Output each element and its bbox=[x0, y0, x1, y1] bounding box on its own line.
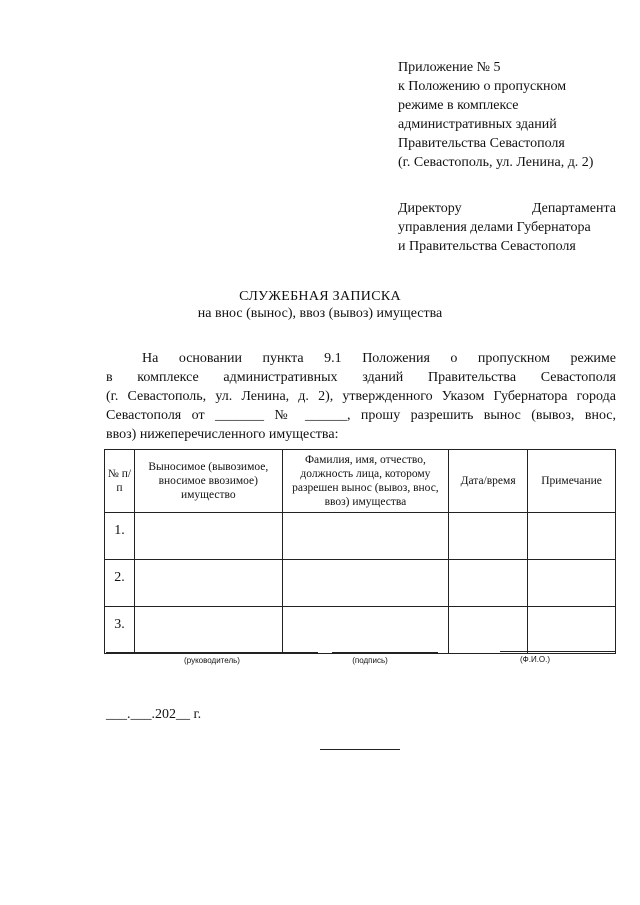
addressee-line: управления делами Губернатора bbox=[398, 220, 591, 235]
header-note: Примечание bbox=[528, 450, 616, 513]
row-number: 1. bbox=[105, 513, 135, 560]
memo-title: СЛУЖЕБНАЯ ЗАПИСКА bbox=[239, 289, 401, 304]
body-line: в комплексе административных зданий Правительства Севастополя bbox=[106, 370, 616, 385]
note-cell[interactable] bbox=[528, 513, 616, 560]
memo-body bbox=[106, 349, 616, 444]
person-cell[interactable] bbox=[282, 607, 449, 654]
row-number: 2. bbox=[105, 560, 135, 607]
appendix-line: административных зданий bbox=[398, 117, 557, 132]
body-line: Севастополя от _______ № ______, прошу разрешить вынос (вывоз, внос, bbox=[106, 408, 616, 423]
appendix-block bbox=[398, 58, 620, 172]
closing-line bbox=[320, 749, 400, 750]
appendix-line: Правительства Севастополя bbox=[398, 136, 565, 151]
signature-line[interactable] bbox=[332, 652, 438, 653]
header-number: № п/п bbox=[105, 450, 135, 513]
head-label: (руководитель) bbox=[184, 656, 240, 665]
table-header-row bbox=[105, 450, 616, 513]
appendix-line: режиме в комплексе bbox=[398, 98, 519, 113]
person-cell[interactable] bbox=[282, 513, 449, 560]
header-datetime: Дата/время bbox=[449, 450, 528, 513]
name-signature-line[interactable] bbox=[500, 651, 616, 652]
person-cell[interactable] bbox=[282, 560, 449, 607]
addressee-block bbox=[398, 199, 616, 256]
table-row bbox=[105, 607, 616, 654]
addressee-line: и Правительства Севастополя bbox=[398, 239, 576, 254]
property-cell[interactable] bbox=[134, 560, 282, 607]
table-row bbox=[105, 560, 616, 607]
memo-subtitle: на внос (вынос), ввоз (вывоз) имущества bbox=[197, 306, 443, 321]
appendix-line: Приложение № 5 bbox=[398, 60, 501, 75]
appendix-line: (г. Севастополь, ул. Ленина, д. 2) bbox=[398, 155, 594, 170]
row-number: 3. bbox=[105, 607, 135, 654]
datetime-cell[interactable] bbox=[449, 560, 528, 607]
property-cell[interactable] bbox=[134, 513, 282, 560]
header-person: Фамилия, имя, отчество, должность лица, которому разрешен вынос (вывоз, внос, ввоз) имущества bbox=[282, 450, 449, 513]
appendix-line: к Положению о пропускном bbox=[398, 79, 567, 94]
items-table bbox=[104, 449, 616, 654]
addressee-line: Директору Департамента bbox=[398, 201, 616, 216]
note-cell[interactable] bbox=[528, 607, 616, 654]
header-property: Выносимое (вывозимое, вносимое ввозимое) имущество bbox=[134, 450, 282, 513]
body-line: (г. Севастополь, ул. Ленина, д. 2), утвержденного Указом Губернатора города bbox=[106, 389, 616, 404]
signature-label: (подпись) bbox=[352, 656, 388, 665]
date-line: ___.___.202__ г. bbox=[106, 707, 202, 722]
head-signature-line[interactable] bbox=[106, 652, 318, 653]
note-cell[interactable] bbox=[528, 560, 616, 607]
name-label: (Ф.И.О.) bbox=[519, 655, 551, 664]
property-cell[interactable] bbox=[134, 607, 282, 654]
table-row bbox=[105, 513, 616, 560]
datetime-cell[interactable] bbox=[449, 607, 528, 654]
body-line: ввоз) нижеперечисленного имущества: bbox=[106, 427, 339, 442]
datetime-cell[interactable] bbox=[449, 513, 528, 560]
body-line: На основании пункта 9.1 Положения о пропускном режиме bbox=[142, 351, 616, 366]
